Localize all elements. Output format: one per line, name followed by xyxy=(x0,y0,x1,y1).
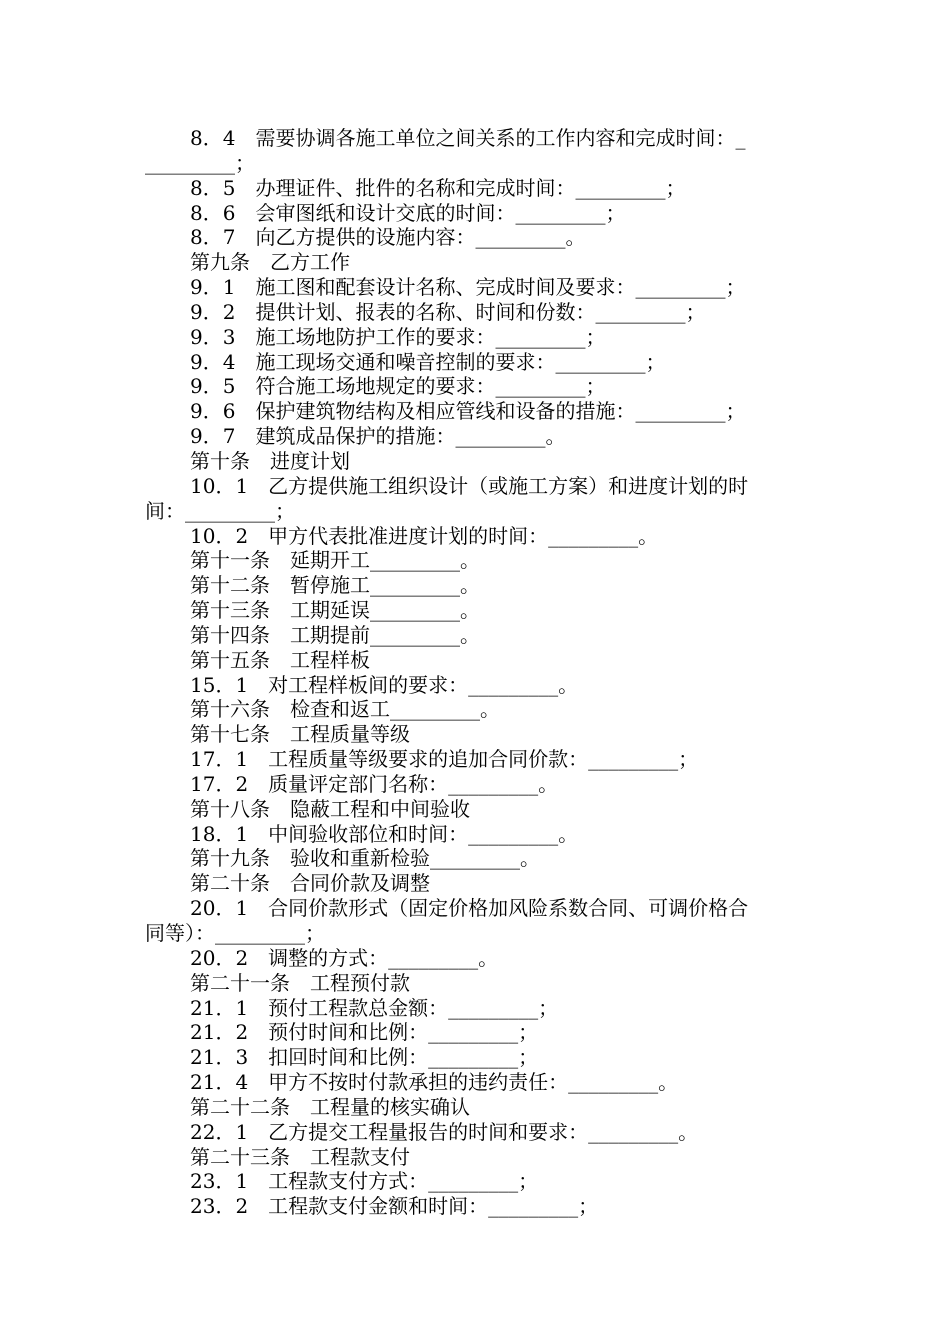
contract-line-9-7: 9．7 建筑成品保护的措施：_________。 xyxy=(190,424,566,449)
contract-line-10-1-cont: 间：_________； xyxy=(145,498,295,523)
contract-line-art-23: 第二十三条 工程款支付 xyxy=(190,1144,410,1169)
contract-line-20-1-cont: 同等）：_________； xyxy=(145,921,325,945)
contract-line-art-19: 第十九条 验收和重新检验_________。 xyxy=(190,846,540,871)
contract-line-21-3: 21．3 扣回时间和比例：_________； xyxy=(190,1045,539,1070)
contract-line-9-3: 9．3 施工场地防护工作的要求：_________； xyxy=(190,324,606,349)
contract-line-art-15: 第十五条 工程样板 xyxy=(190,647,370,672)
contract-line-art-13: 第十三条 工期延误_________。 xyxy=(190,598,480,623)
contract-line-15-1: 15．1 对工程样板间的要求：_________。 xyxy=(190,672,579,697)
contract-line-art-18: 第十八条 隐蔽工程和中间验收 xyxy=(190,796,470,821)
contract-line-9-4: 9．4 施工现场交通和噪音控制的要求：_________； xyxy=(190,349,666,374)
contract-line-art-9: 第九条 乙方工作 xyxy=(190,250,350,275)
contract-line-art-21: 第二十一条 工程预付款 xyxy=(190,970,410,995)
contract-line-8-6: 8．6 会审图纸和设计交底的时间：_________； xyxy=(190,200,626,225)
contract-line-21-1: 21．1 预付工程款总金额：_________； xyxy=(190,995,559,1020)
contract-line-art-17: 第十七条 工程质量等级 xyxy=(190,722,410,747)
contract-line-17-1: 17．1 工程质量等级要求的追加合同价款：_________； xyxy=(190,747,699,772)
contract-line-20-2: 20．2 调整的方式：_________。 xyxy=(190,945,499,970)
contract-line-8-4: 8．4 需要协调各施工单位之间关系的工作内容和完成时间：_ xyxy=(190,126,746,150)
contract-line-art-10: 第十条 进度计划 xyxy=(190,448,350,473)
contract-text-body xyxy=(145,126,807,1219)
contract-line-art-20: 第二十条 合同价款及调整 xyxy=(190,871,430,896)
contract-line-9-5: 9．5 符合施工场地规定的要求：_________； xyxy=(190,374,606,399)
contract-line-10-1: 10．1 乙方提供施工组织设计（或施工方案）和进度计划的时 xyxy=(190,473,749,498)
contract-line-17-2: 17．2 质量评定部门名称：_________。 xyxy=(190,771,559,796)
contract-line-21-4: 21．4 甲方不按时付款承担的违约责任：_________。 xyxy=(190,1070,679,1095)
contract-line-art-22: 第二十二条 工程量的核实确认 xyxy=(190,1094,470,1119)
contract-line-8-5: 8．5 办理证件、批件的名称和完成时间：_________； xyxy=(190,175,686,200)
contract-line-22-1: 22．1 乙方提交工程量报告的时间和要求：_________。 xyxy=(190,1119,699,1144)
contract-line-10-2: 10．2 甲方代表批准进度计划的时间：_________。 xyxy=(190,523,659,548)
contract-line-art-16: 第十六条 检查和返工_________。 xyxy=(190,697,500,722)
contract-line-art-14: 第十四条 工期提前_________。 xyxy=(190,622,480,647)
contract-line-21-2: 21．2 预付时间和比例：_________； xyxy=(190,1020,539,1045)
contract-line-20-1: 20．1 合同价款形式（固定价格加风险系数合同、可调价格合 xyxy=(190,896,749,921)
contract-line-9-6: 9．6 保护建筑物结构及相应管线和设备的措施：_________； xyxy=(190,399,746,424)
contract-line-8-7: 8．7 向乙方提供的设施内容：_________。 xyxy=(190,225,586,250)
contract-line-18-1: 18．1 中间验收部位和时间：_________。 xyxy=(190,821,579,846)
contract-line-9-1: 9．1 施工图和配套设计名称、完成时间及要求：_________； xyxy=(190,275,746,300)
contract-line-23-2: 23．2 工程款支付金额和时间：_________； xyxy=(190,1194,599,1219)
contract-line-art-12: 第十二条 暂停施工_________。 xyxy=(190,573,480,598)
contract-line-8-4-cont: _________； xyxy=(145,150,255,175)
contract-line-9-2: 9．2 提供计划、报表的名称、时间和份数：_________； xyxy=(190,299,706,324)
contract-line-art-11: 第十一条 延期开工_________。 xyxy=(190,548,480,573)
contract-line-23-1: 23．1 工程款支付方式：_________； xyxy=(190,1169,539,1194)
